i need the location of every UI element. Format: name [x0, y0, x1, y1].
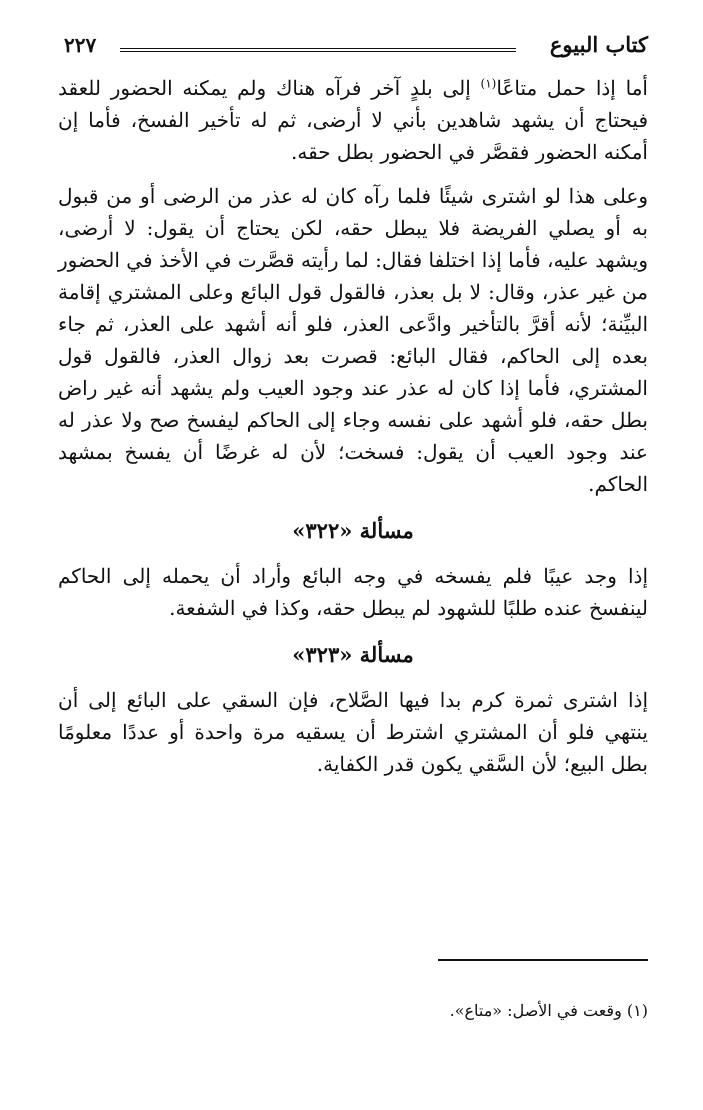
page-number: ٢٢٧	[64, 33, 97, 57]
paragraph-1	[58, 72, 648, 168]
section-heading-323: مسألة «٣٢٣»	[292, 642, 414, 667]
running-header	[58, 24, 648, 64]
book-title: كتاب البيوع	[549, 32, 648, 57]
paragraph-1-start: أما إذا حمل متاعًا	[496, 76, 648, 100]
section-322-text: إذا وجد عيبًا فلم يفسخه في وجه البائع وأراد أن يحمله إلى الحاكم لينفسخ عنده طلبًا للشهود لم يبطل حقه، وكذا في الشفعة.	[58, 564, 648, 620]
section-heading-322: مسألة «٣٢٢»	[292, 518, 414, 543]
footnote-marker: (١)	[626, 1001, 648, 1020]
book-page	[58, 24, 648, 1094]
paragraph-1-rest: إلى بلدٍ آخر فرآه هناك ولم يمكنه الحضور للعقد فيحتاج أن يشهد شاهدين بأني لا أرضى، ثم له تأخير الفسخ، فأما إن أمكنه الحضور فقصَّر في الحضور بطل حقه.	[58, 76, 648, 164]
footnote-text: وقعت في الأصل: «متاع».	[449, 1001, 622, 1020]
header-rule	[120, 48, 516, 52]
footnote-reference: (١)	[480, 76, 497, 91]
footnote	[58, 998, 648, 1024]
page-body	[58, 72, 648, 792]
section-323-text: إذا اشترى ثمرة كرم بدا فيها الصَّلاح، فإن السقي على البائع إلى أن ينتهي فلو أن المشتري اشترط أن يسقيه مرة واحدة أو عددًا معلومًا بطل البيع؛ لأن السَّقي يكون قدر الكفاية.	[58, 688, 648, 776]
paragraph-2: وعلى هذا لو اشترى شيئًا فلما رآه كان له عذر من الرضى أو من قبول به أو يصلي الفريضة فلا يبطل حقه، لكن يحتاج أن يقول: لا أرضى، ويشهد عليه، فأما إذا اختلفا فقال: لما رأيته قصَّرت في الأخذ في الحضور من غير عذر، وقال: لا بل بعذر، فالقول قول البائع وعلى المشتري إقامة البيِّنة؛ لأنه أقرَّ بالتأخير وادَّعى العذر، فلو أنه أشهد على العذر، ثم جاء بعده إلى الحاكم، فقال البائع: قصرت بعد زوال العذر، فالقول قول المشتري، فأما إذا كان له عذر عند وجود العيب ولم يشهد أنه غير راض بطل حقه، فلو أشهد على نفسه وجاء إلى الحاكم ليفسخ صح ولا عذر له عند وجود العيب أن يقول: فسخت؛ لأن له غرضًا أن يفسخ بمشهد الحاكم.	[58, 184, 648, 496]
footnote-divider	[438, 959, 648, 961]
